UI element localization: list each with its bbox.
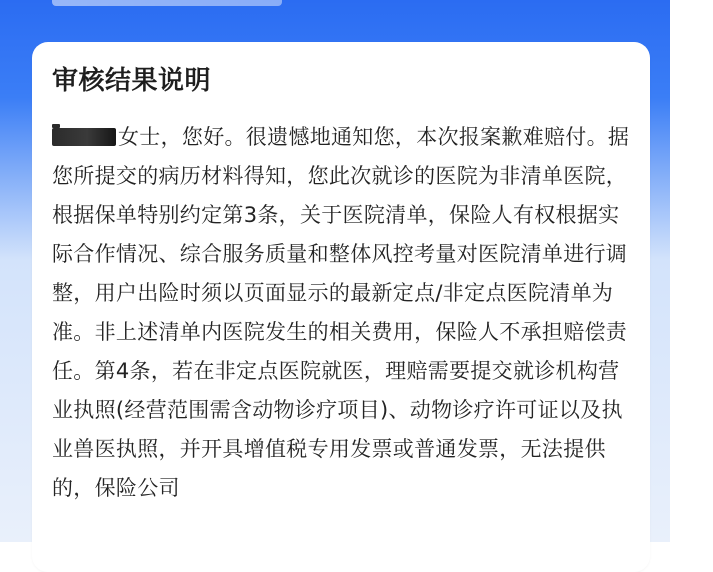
card-title: 审核结果说明	[52, 66, 212, 96]
right-edge-background	[670, 0, 713, 542]
cropped-header-text	[52, 0, 282, 6]
masked-name	[52, 128, 116, 146]
review-result-card	[32, 42, 650, 572]
card-body-text: 女士，您好。很遗憾地通知您，本次报案歉难赔付。据您所提交的病历材料得知，您此次就诊的医院为非清单医院，根据保单特别约定第3条，关于医院清单，保险人有权根据实际合作情况、综合服务质量和整体风控考量对医院清单进行调整，用户出险时须以页面显示的最新定点/非定点医院清单为准。非上述清单内医院发生的相关费用，保险人不承担赔偿责任。第4条，若在非定点医院就医，理赔需要提交就诊机构营业执照(经营范围需含动物诊疗项目)、动物诊疗许可证以及执业兽医执照，并开具增值税专用发票或普通发票，无法提供的，保险公司	[52, 125, 630, 500]
card-body	[52, 118, 632, 508]
